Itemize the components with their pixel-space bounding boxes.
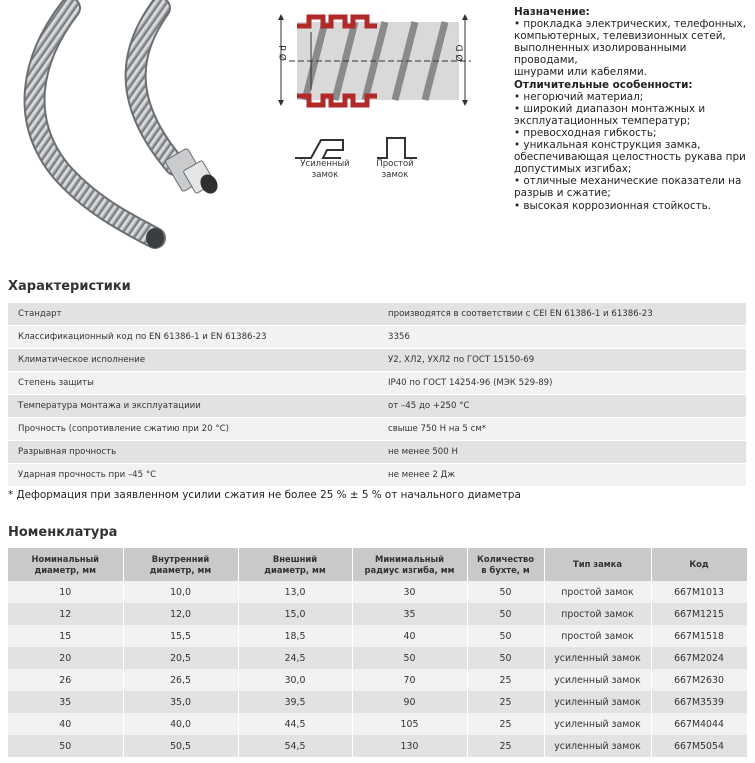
table-cell: 667M4044 [651,713,747,735]
table-cell: 10,0 [123,581,238,603]
feature-line: • высокая коррозионная стойкость. [514,199,712,212]
table-row [8,395,746,418]
reinforced-lock-caption: Усиленный замок [300,159,350,180]
table-cell: 50 [467,647,544,669]
table-cell: 35 [8,691,123,713]
feature-line: • отличные механические показатели на [514,175,742,188]
table-cell: 90 [352,691,467,713]
table-row [8,669,747,691]
column-header: Количество в бухте, м [467,548,544,581]
table-cell: 70 [352,669,467,691]
feature-line: • уникальная конструкция замка, [514,139,701,152]
table-cell: Стандарт [8,303,378,326]
column-header: Внешний диаметр, мм [238,548,352,581]
table-cell: 50 [467,581,544,603]
table-cell: 12,0 [123,603,238,625]
table-cell: 25 [467,713,544,735]
table-cell: 25 [467,691,544,713]
table-cell: 50 [467,603,544,625]
table-cell: не менее 2 Дж [378,464,746,487]
table-cell: Прочность (сопротивление сжатию при 20 °С) [8,418,378,441]
table-row [8,464,746,487]
table-row [8,303,746,326]
table-cell: 24,5 [238,647,352,669]
table-cell: 667M1215 [651,603,747,625]
table-cell: производятся в соответствии с CEI EN 61386-1 и 61386-23 [378,303,746,326]
table-cell: 35 [352,603,467,625]
table-cell: IP40 по ГОСТ 14254-96 (МЭК 529-89) [378,372,746,395]
column-header: Код [651,548,747,581]
outer-diameter-label: Ø D [455,44,466,62]
table-row [8,372,746,395]
table-cell: 30,0 [238,669,352,691]
table-cell: усиленный замок [544,735,651,757]
table-cell: 667M3539 [651,691,747,713]
table-cell: от –45 до +250 °С [378,395,746,418]
table-cell: 35,0 [123,691,238,713]
table-cell: простой замок [544,581,651,603]
feature-line: обеспечивающая целостность рукава при [514,151,746,164]
purpose-line: шнурами или кабелями. [514,66,647,79]
table-cell: 12 [8,603,123,625]
feature-line: разрыв и сжатие; [514,187,611,200]
table-cell: 20 [8,647,123,669]
purpose-line: компьютерных, телевизионных сетей, [514,30,726,43]
table-row [8,349,746,372]
table-cell: 50,5 [123,735,238,757]
purpose-line: выполненных изолированными проводами, [514,42,687,67]
table-cell: усиленный замок [544,669,651,691]
table-cell: 13,0 [238,581,352,603]
table-row [8,326,746,349]
table-row [8,418,746,441]
table-cell: 667M2630 [651,669,747,691]
table-cell: 26 [8,669,123,691]
table-cell: усиленный замок [544,647,651,669]
table-cell: Ударная прочность при –45 °С [8,464,378,487]
table-cell: 3356 [378,326,746,349]
table-cell: 667M5054 [651,735,747,757]
purpose-line: • прокладка электрических, телефонных, [514,18,746,31]
table-cell: 30 [352,581,467,603]
table-cell: 15,0 [238,603,352,625]
table-row [8,603,747,625]
table-cell: 50 [352,647,467,669]
table-cell: 44,5 [238,713,352,735]
table-cell: У2, ХЛ2, УХЛ2 по ГОСТ 15150-69 [378,349,746,372]
purpose-heading: Назначение: [514,6,590,18]
characteristics-table [8,303,746,487]
table-cell: Классификационный код по EN 61386-1 и EN 61386-23 [8,326,378,349]
table-cell: свыше 750 Н на 5 см* [378,418,746,441]
table-cell: Разрывная прочность [8,441,378,464]
simple-lock-caption: Простой замок [376,159,414,180]
table-cell: усиленный замок [544,691,651,713]
table-row [8,713,747,735]
feature-line: эксплуатационных температур; [514,114,691,127]
table-row [8,735,747,757]
nomenclature-heading: Номенклатура [8,525,118,540]
table-cell: 10 [8,581,123,603]
table-cell: 50 [8,735,123,757]
feature-line: • негорючий материал; [514,90,644,103]
footnote: * Деформация при заявленном усилии сжатия не более 25 % ± 5 % от начального диаметра [8,489,521,501]
table-cell: простой замок [544,603,651,625]
table-row [8,691,747,713]
table-row [8,441,746,464]
nomenclature-table [8,548,748,757]
table-cell: 40 [352,625,467,647]
table-cell: простой замок [544,625,651,647]
table-cell: 39,5 [238,691,352,713]
features-heading: Отличительные особенности: [514,78,693,91]
feature-line: допустимых изгибах; [514,163,632,176]
table-cell: не менее 500 Н [378,441,746,464]
table-cell: Степень защиты [8,372,378,395]
column-header: Тип замка [544,548,651,581]
feature-line: • превосходная гибкость; [514,126,657,139]
table-cell: 15,5 [123,625,238,647]
table-cell: 40 [8,713,123,735]
table-cell: 667M2024 [651,647,747,669]
table-cell: 50 [467,625,544,647]
table-cell: усиленный замок [544,713,651,735]
table-cell: 25 [467,669,544,691]
nomenclature-body [8,581,747,757]
product-description [514,6,752,212]
table-cell: 667M1013 [651,581,747,603]
table-cell: Температура монтажа и эксплуатациии [8,395,378,418]
table-cell: 15 [8,625,123,647]
column-header: Внутренний диаметр, мм [123,548,238,581]
table-row [8,581,747,603]
table-cell: Климатическое исполнение [8,349,378,372]
table-cell: 130 [352,735,467,757]
column-header: Минимальный радиус изгиба, мм [352,548,467,581]
inner-diameter-label: Ø d [278,45,289,61]
table-cell: 105 [352,713,467,735]
conduit-photo [0,0,262,262]
column-header: Номинальный диаметр, мм [8,548,123,581]
characteristics-heading: Характеристики [8,279,131,294]
feature-line: • широкий диапазон монтажных и [514,102,706,115]
table-header-row [8,548,747,581]
table-row [8,647,747,669]
table-cell: 26,5 [123,669,238,691]
table-cell: 18,5 [238,625,352,647]
table-row [8,625,747,647]
table-cell: 40,0 [123,713,238,735]
table-cell: 54,5 [238,735,352,757]
table-cell: 667M1518 [651,625,747,647]
table-cell: 25 [467,735,544,757]
table-cell: 20,5 [123,647,238,669]
